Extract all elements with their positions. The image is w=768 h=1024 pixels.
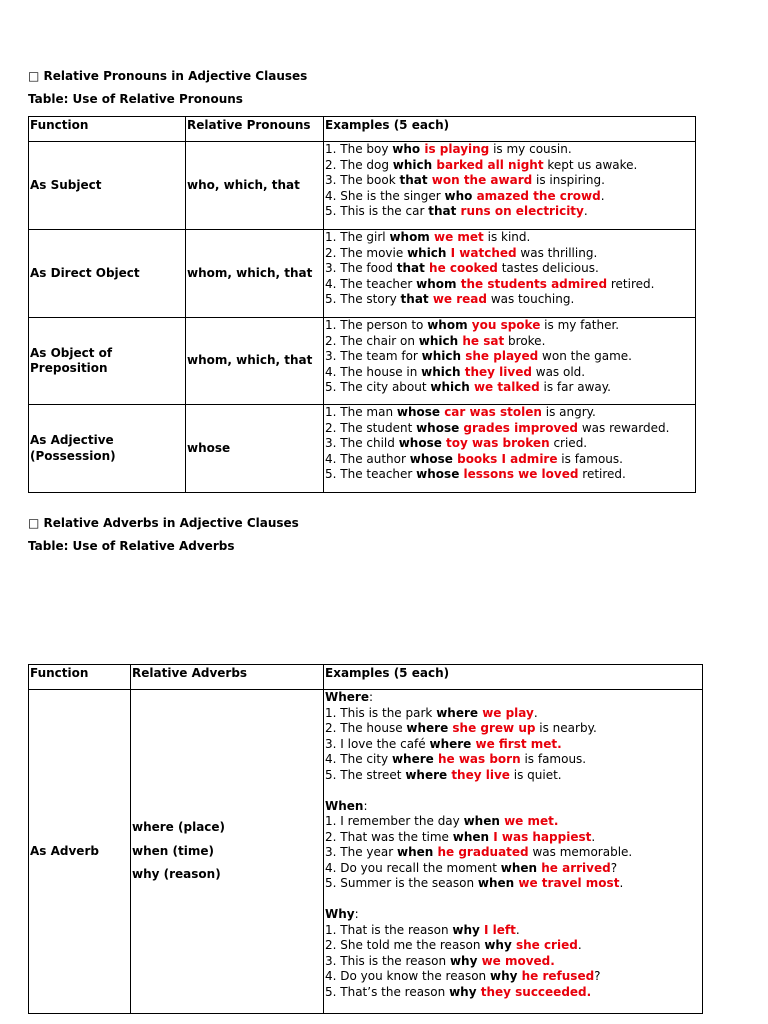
relative-word: when bbox=[477, 876, 515, 890]
clause-highlight: we moved. bbox=[477, 953, 555, 968]
relative-word: where bbox=[391, 752, 434, 766]
examples-cell bbox=[324, 690, 703, 1014]
example-text: is kind. bbox=[483, 230, 531, 244]
example-text: 4. The city bbox=[325, 752, 392, 766]
example-text: 3. I love the café bbox=[325, 736, 430, 751]
pronouns-cell: who, which, that bbox=[186, 142, 324, 230]
example-line bbox=[325, 246, 695, 262]
relative-word: why bbox=[449, 984, 477, 999]
relative-word: why bbox=[449, 953, 478, 968]
relative-word: that bbox=[428, 204, 457, 218]
clause-highlight: he sat bbox=[458, 333, 505, 348]
clause-highlight: she grew up bbox=[448, 721, 536, 735]
header-function: Function bbox=[29, 665, 131, 690]
relative-word: that bbox=[396, 261, 425, 275]
example-text: 4. The teacher bbox=[325, 276, 417, 291]
example-text: ? bbox=[610, 860, 618, 875]
clause-highlight: runs on electricity bbox=[456, 204, 584, 218]
example-line bbox=[325, 969, 702, 985]
example-line bbox=[325, 752, 702, 768]
example-text: 2. The dog bbox=[325, 157, 393, 172]
clause-highlight: we play bbox=[478, 705, 534, 720]
function-cell: As Object of Preposition bbox=[29, 318, 186, 405]
example-line bbox=[325, 467, 695, 483]
relative-word: which bbox=[421, 364, 461, 379]
clause-highlight: they lived bbox=[460, 364, 532, 379]
example-text: 3. The team for bbox=[325, 349, 422, 363]
example-line bbox=[325, 189, 695, 205]
section2-subtitle: Table: Use of Relative Adverbs bbox=[28, 539, 235, 553]
example-text: 1. The boy bbox=[325, 142, 393, 156]
relative-word: which bbox=[418, 333, 459, 348]
example-text: 4. Do you recall the moment bbox=[325, 860, 501, 875]
pronouns-cell: whom, which, that bbox=[186, 230, 324, 318]
examples-cell bbox=[324, 142, 696, 230]
header-relative-pronouns: Relative Pronouns bbox=[186, 117, 324, 142]
header-function: Function bbox=[29, 117, 186, 142]
relative-word: when bbox=[396, 845, 434, 859]
example-text: 5. That’s the reason bbox=[325, 984, 450, 999]
example-text: 2. The house bbox=[325, 721, 407, 735]
example-text: is inspiring. bbox=[532, 173, 605, 187]
table-row bbox=[29, 142, 696, 230]
clause-highlight: I watched bbox=[446, 245, 517, 260]
example-text: 5. The story bbox=[325, 292, 401, 306]
header-examples: Examples (5 each) bbox=[324, 665, 703, 690]
example-text: . bbox=[600, 188, 605, 203]
section1-subtitle: Table: Use of Relative Pronouns bbox=[28, 92, 243, 106]
clause-highlight: you spoke bbox=[467, 318, 541, 332]
table-header-row bbox=[29, 665, 703, 690]
relative-word: which bbox=[430, 380, 470, 394]
clause-highlight: amazed the crowd bbox=[472, 188, 601, 203]
clause-highlight: books I admire bbox=[452, 451, 558, 466]
example-text: is my father. bbox=[540, 318, 620, 332]
example-text: 3. The food bbox=[325, 261, 397, 275]
relative-word: which bbox=[392, 157, 433, 172]
examples-cell bbox=[324, 230, 696, 318]
relative-word: that bbox=[400, 292, 429, 306]
relative-word: whom bbox=[427, 318, 468, 332]
clause-highlight: the students admired bbox=[456, 276, 608, 291]
clause-highlight: we met. bbox=[499, 814, 559, 828]
example-text: cried. bbox=[549, 436, 588, 450]
clause-highlight: car was stolen bbox=[440, 405, 542, 419]
relative-word: whose bbox=[416, 420, 460, 435]
example-text: 1. I remember the day bbox=[325, 814, 464, 828]
clause-highlight: grades improved bbox=[459, 420, 579, 435]
clause-highlight: won the award bbox=[427, 173, 533, 187]
clause-highlight: I was happiest bbox=[489, 829, 592, 844]
group-label-text: Where bbox=[325, 690, 369, 704]
clause-highlight: he arrived bbox=[537, 860, 611, 875]
section1-title: □ Relative Pronouns in Adjective Clauses bbox=[28, 69, 308, 83]
relative-word: which bbox=[407, 245, 447, 260]
group-label-text: Why bbox=[325, 907, 355, 921]
example-text: is far away. bbox=[539, 380, 611, 394]
example-text: is quiet. bbox=[509, 767, 562, 782]
example-line bbox=[325, 277, 695, 293]
example-line bbox=[325, 436, 695, 452]
clause-highlight: we first met. bbox=[471, 736, 562, 751]
example-text: . bbox=[577, 938, 582, 952]
adverb-where: where (place) bbox=[132, 820, 226, 835]
example-text: 5. The city about bbox=[325, 380, 431, 394]
relative-word: that bbox=[399, 173, 428, 187]
clause-highlight: he cooked bbox=[424, 261, 498, 275]
example-line bbox=[325, 365, 695, 381]
example-text: . bbox=[533, 705, 538, 720]
example-line bbox=[325, 380, 695, 396]
pronouns-table bbox=[28, 116, 696, 493]
table-row bbox=[29, 405, 696, 493]
example-text: is nearby. bbox=[535, 721, 597, 735]
example-text: was thrilling. bbox=[516, 245, 598, 260]
example-line bbox=[325, 158, 695, 174]
example-text: is angry. bbox=[541, 405, 596, 419]
example-text: 1. The man bbox=[325, 405, 397, 419]
example-line bbox=[325, 768, 702, 784]
example-line bbox=[325, 861, 702, 877]
example-line bbox=[325, 405, 695, 421]
relative-word: who bbox=[444, 188, 473, 203]
clause-highlight: we talked bbox=[469, 380, 540, 394]
example-line bbox=[325, 814, 702, 830]
example-line bbox=[325, 706, 702, 722]
example-line bbox=[325, 954, 702, 970]
pronouns-cell: whom, which, that bbox=[186, 318, 324, 405]
example-line bbox=[325, 292, 695, 308]
section2-title: □ Relative Adverbs in Adjective Clauses bbox=[28, 516, 299, 530]
example-text: kept us awake. bbox=[543, 157, 638, 172]
relative-word: why bbox=[489, 969, 518, 983]
clause-highlight: we met bbox=[429, 230, 484, 244]
relative-word: when bbox=[452, 829, 490, 844]
relative-word: why bbox=[452, 922, 480, 937]
example-text: 1. The person to bbox=[325, 318, 428, 332]
header-relative-adverbs: Relative Adverbs bbox=[131, 665, 324, 690]
example-line bbox=[325, 845, 702, 861]
example-text: is famous. bbox=[520, 752, 587, 766]
clause-highlight: toy was broken bbox=[441, 436, 550, 450]
clause-highlight: we travel most bbox=[514, 876, 620, 890]
example-line bbox=[325, 421, 695, 437]
table-row bbox=[29, 230, 696, 318]
example-text: was old. bbox=[531, 364, 586, 379]
example-line bbox=[325, 721, 702, 737]
table-row bbox=[29, 318, 696, 405]
example-text: 2. She told me the reason bbox=[325, 938, 485, 952]
example-text: . bbox=[515, 922, 520, 937]
example-text: 3. The book bbox=[325, 173, 400, 187]
group-spacer bbox=[325, 892, 702, 908]
function-cell: As Direct Object bbox=[29, 230, 186, 318]
example-text: was rewarded. bbox=[578, 420, 670, 435]
clause-highlight: we read bbox=[428, 292, 487, 306]
example-line bbox=[325, 985, 702, 1001]
example-text: retired. bbox=[607, 276, 655, 291]
example-text: . bbox=[583, 204, 588, 218]
example-text: 3. This is the reason bbox=[325, 953, 450, 968]
example-text: was touching. bbox=[487, 292, 575, 306]
example-text: ? bbox=[594, 969, 601, 983]
relative-word: where bbox=[405, 767, 448, 782]
adverb-when: when (time) bbox=[132, 843, 214, 858]
example-text: 1. That is the reason bbox=[325, 922, 453, 937]
example-text: 2. That was the time bbox=[325, 829, 453, 844]
example-text: tastes delicious. bbox=[497, 261, 599, 275]
example-line bbox=[325, 349, 695, 365]
example-text: broke. bbox=[504, 333, 546, 348]
relative-word: when bbox=[463, 814, 500, 828]
example-line bbox=[325, 142, 695, 158]
example-text: 1. This is the park bbox=[325, 705, 437, 720]
example-text: 4. The author bbox=[325, 451, 410, 466]
relative-word: whose bbox=[409, 451, 453, 466]
example-text: 5. The teacher bbox=[325, 467, 417, 481]
example-line bbox=[325, 737, 702, 753]
relative-word: whom bbox=[389, 230, 430, 244]
clause-highlight: lessons we loved bbox=[459, 467, 579, 481]
example-text: retired. bbox=[578, 467, 626, 481]
clause-highlight: he was born bbox=[433, 752, 521, 766]
header-examples: Examples (5 each) bbox=[324, 117, 696, 142]
relative-word: where bbox=[429, 736, 472, 751]
group-label: Where: bbox=[325, 690, 374, 704]
example-text: 2. The movie bbox=[325, 245, 408, 260]
example-text: 5. Summer is the season bbox=[325, 876, 478, 890]
clause-highlight: he refused bbox=[517, 969, 595, 983]
example-text: 1. The girl bbox=[325, 230, 390, 244]
relative-word: whose bbox=[396, 405, 441, 419]
relative-word: when bbox=[500, 860, 538, 875]
example-text: 4. The house in bbox=[325, 364, 422, 379]
adverb-why: why (reason) bbox=[132, 867, 221, 882]
relative-word: who bbox=[392, 142, 421, 156]
example-text: is my cousin. bbox=[489, 142, 572, 156]
example-text: is famous. bbox=[557, 451, 623, 466]
example-line bbox=[325, 876, 702, 892]
adverbs-cell bbox=[131, 690, 324, 1014]
example-line bbox=[325, 334, 695, 350]
example-text: 5. This is the car bbox=[325, 204, 429, 218]
pronouns-cell: whose bbox=[186, 405, 324, 493]
examples-cell bbox=[324, 318, 696, 405]
example-text: won the game. bbox=[538, 349, 632, 363]
adverbs-table bbox=[28, 664, 703, 1014]
function-cell: As Subject bbox=[29, 142, 186, 230]
example-line bbox=[325, 938, 702, 954]
group-label-text: When bbox=[325, 798, 364, 813]
example-text: 4. She is the singer bbox=[325, 188, 445, 203]
relative-word: where bbox=[436, 705, 479, 720]
example-line bbox=[325, 204, 695, 220]
group-spacer bbox=[325, 783, 702, 799]
relative-word: why bbox=[484, 938, 512, 952]
clause-highlight: they live bbox=[447, 767, 510, 782]
relative-word: whose bbox=[398, 436, 442, 450]
example-line bbox=[325, 923, 702, 939]
relative-word: which bbox=[421, 349, 462, 363]
clause-highlight: she played bbox=[461, 349, 539, 363]
example-text: 3. The child bbox=[325, 436, 399, 450]
example-text: 5. The street bbox=[325, 767, 406, 782]
relative-word: where bbox=[406, 721, 449, 735]
example-line bbox=[325, 830, 702, 846]
clause-highlight: is playing bbox=[420, 142, 490, 156]
example-line bbox=[325, 173, 695, 189]
example-text: . bbox=[619, 876, 624, 890]
example-line bbox=[325, 452, 695, 468]
table-row bbox=[29, 690, 703, 1014]
clause-highlight: he graduated bbox=[433, 845, 529, 859]
example-text: 4. Do you know the reason bbox=[325, 969, 490, 983]
function-cell: As Adverb bbox=[29, 690, 131, 1014]
examples-cell bbox=[324, 405, 696, 493]
example-line bbox=[325, 318, 695, 334]
example-line bbox=[325, 261, 695, 277]
function-cell: As Adjective (Possession) bbox=[29, 405, 186, 493]
example-line bbox=[325, 230, 695, 246]
group-label: Why: bbox=[325, 907, 359, 921]
example-text: 2. The chair on bbox=[325, 333, 419, 348]
clause-highlight: I left bbox=[479, 922, 516, 937]
table-header-row bbox=[29, 117, 696, 142]
clause-highlight: barked all night bbox=[432, 157, 544, 172]
example-text: 3. The year bbox=[325, 845, 397, 859]
clause-highlight: she cried bbox=[511, 938, 578, 952]
clause-highlight: they succeeded. bbox=[476, 984, 592, 999]
example-text: . bbox=[591, 829, 596, 844]
group-label: When: bbox=[325, 798, 368, 813]
example-text: was memorable. bbox=[528, 845, 633, 859]
relative-word: whose bbox=[416, 467, 460, 481]
relative-word: whom bbox=[416, 276, 457, 291]
example-text: 2. The student bbox=[325, 420, 417, 435]
